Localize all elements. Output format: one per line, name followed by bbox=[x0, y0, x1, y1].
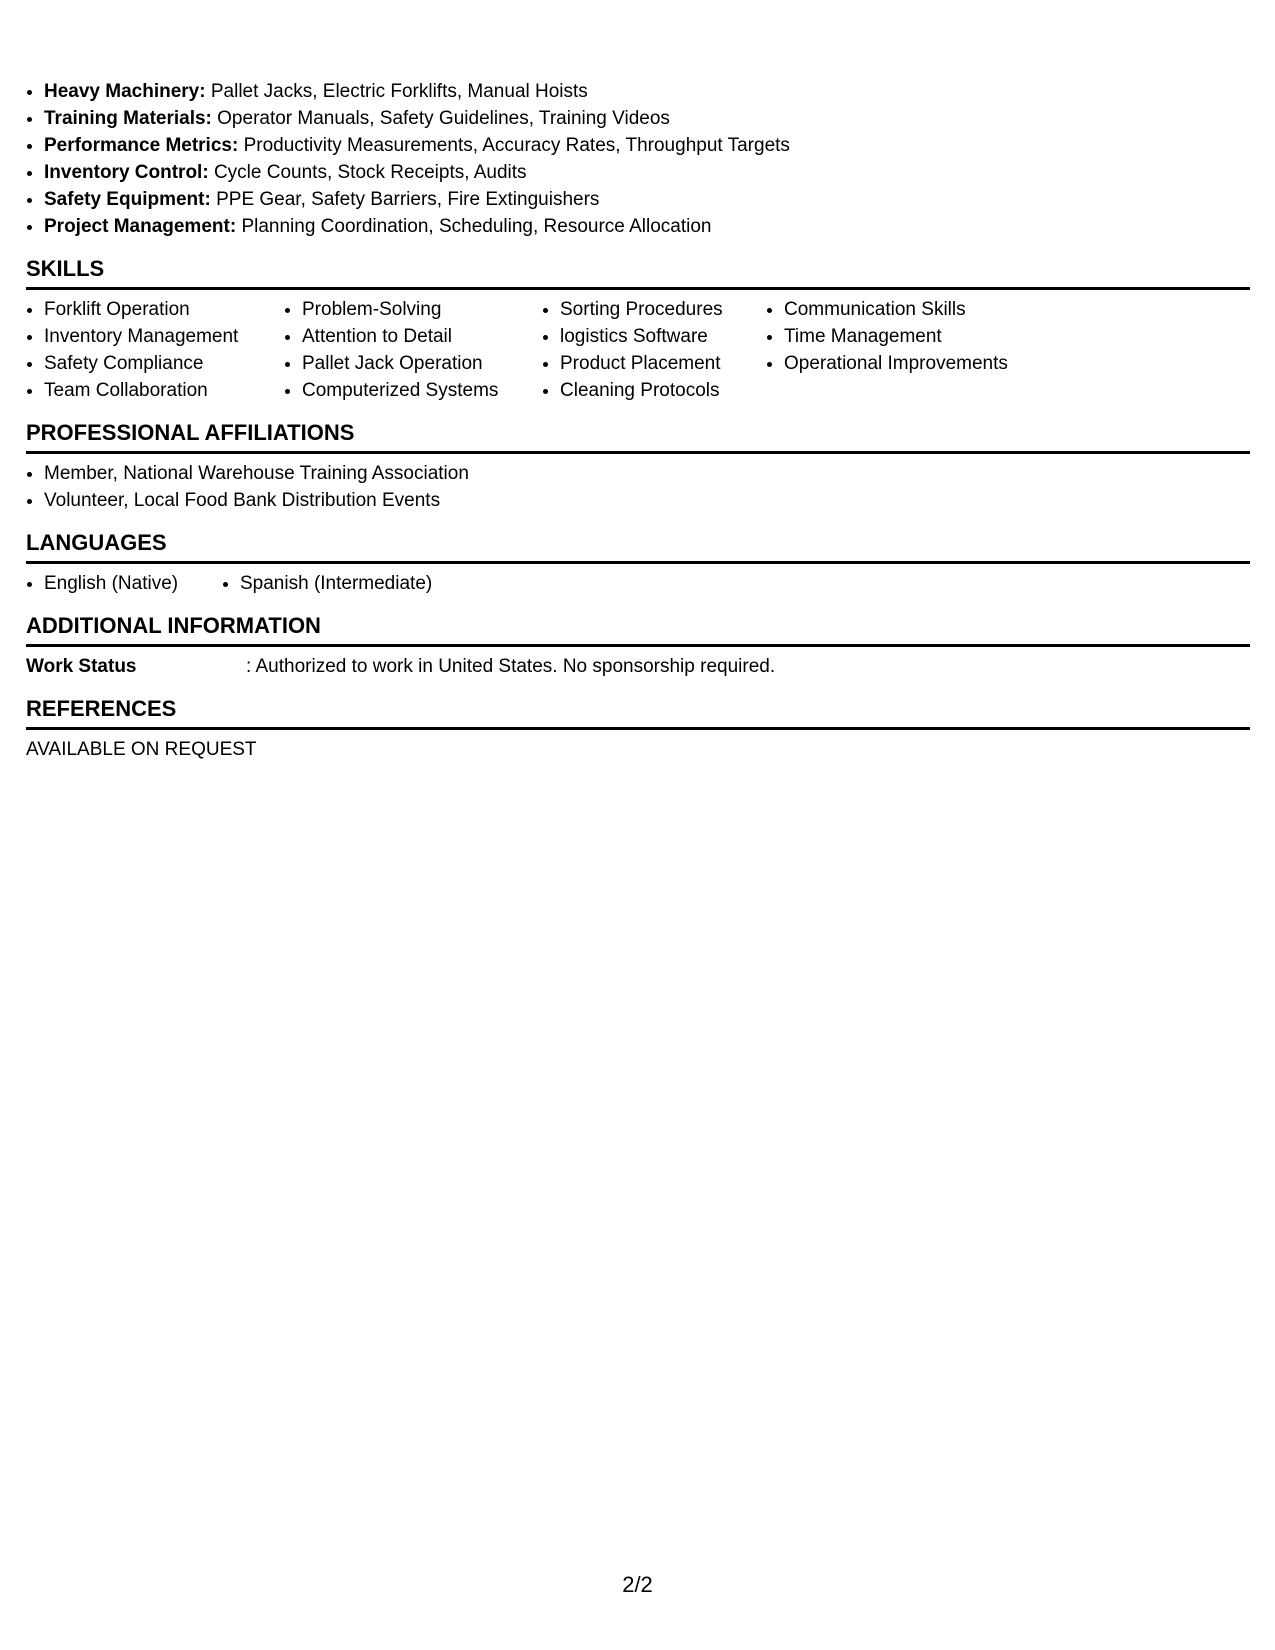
skill-item: • Safety Compliance bbox=[44, 350, 284, 377]
skills-heading: SKILLS bbox=[26, 256, 1250, 290]
list-item: • Project Management: Planning Coordination, Scheduling, Resource Allocation bbox=[44, 213, 1250, 240]
skill-item: • Pallet Jack Operation bbox=[302, 350, 542, 377]
list-item: • Inventory Control: Cycle Counts, Stock Receipts, Audits bbox=[44, 159, 1250, 186]
list-item: • Safety Equipment: PPE Gear, Safety Barriers, Fire Extinguishers bbox=[44, 186, 1250, 213]
tools-list bbox=[26, 78, 1250, 240]
skill-item: • Sorting Procedures bbox=[560, 296, 766, 323]
skill-item: • Inventory Management bbox=[44, 323, 284, 350]
additional-info-heading: ADDITIONAL INFORMATION bbox=[26, 613, 1250, 647]
skill-item: • Computerized Systems bbox=[302, 377, 542, 404]
languages-heading: LANGUAGES bbox=[26, 530, 1250, 564]
list-item: • Heavy Machinery: Pallet Jacks, Electric Forklifts, Manual Hoists bbox=[44, 78, 1250, 105]
skill-item: • Forklift Operation bbox=[44, 296, 284, 323]
list-item: • Performance Metrics: Productivity Measurements, Accuracy Rates, Throughput Targets bbox=[44, 132, 1250, 159]
work-status-value: : Authorized to work in United States. No sponsorship required. bbox=[246, 656, 776, 677]
skill-item: • Communication Skills bbox=[784, 296, 1044, 323]
references-text: AVAILABLE ON REQUEST bbox=[26, 739, 257, 760]
skills-column bbox=[26, 296, 284, 404]
skills-grid bbox=[26, 296, 1250, 404]
skill-item: • logistics Software bbox=[560, 323, 766, 350]
skill-item: • Team Collaboration bbox=[44, 377, 284, 404]
languages-list bbox=[26, 570, 1250, 597]
skill-item: • Cleaning Protocols bbox=[560, 377, 766, 404]
list-item: • Member, National Warehouse Training Association bbox=[44, 460, 1250, 487]
page-number: 2/2 bbox=[622, 1572, 653, 1597]
skills-column bbox=[284, 296, 542, 404]
skill-item: • Time Management bbox=[784, 323, 1044, 350]
language-item: • English (Native) bbox=[44, 570, 222, 597]
skills-column bbox=[542, 296, 766, 404]
language-item: • Spanish (Intermediate) bbox=[240, 570, 432, 597]
work-status-row bbox=[26, 653, 1250, 680]
references-heading: REFERENCES bbox=[26, 696, 1250, 730]
affiliations-heading: PROFESSIONAL AFFILIATIONS bbox=[26, 420, 1250, 454]
list-item: • Volunteer, Local Food Bank Distribution Events bbox=[44, 487, 1250, 514]
resume-page bbox=[26, 78, 1250, 763]
skill-item: • Problem-Solving bbox=[302, 296, 542, 323]
work-status-label: Work Status bbox=[26, 656, 137, 677]
affiliations-list bbox=[26, 460, 1250, 514]
skill-item: • Operational Improvements bbox=[784, 350, 1044, 377]
skills-column bbox=[766, 296, 1044, 377]
skill-item: • Attention to Detail bbox=[302, 323, 542, 350]
skill-item: • Product Placement bbox=[560, 350, 766, 377]
list-item: • Training Materials: Operator Manuals, Safety Guidelines, Training Videos bbox=[44, 105, 1250, 132]
